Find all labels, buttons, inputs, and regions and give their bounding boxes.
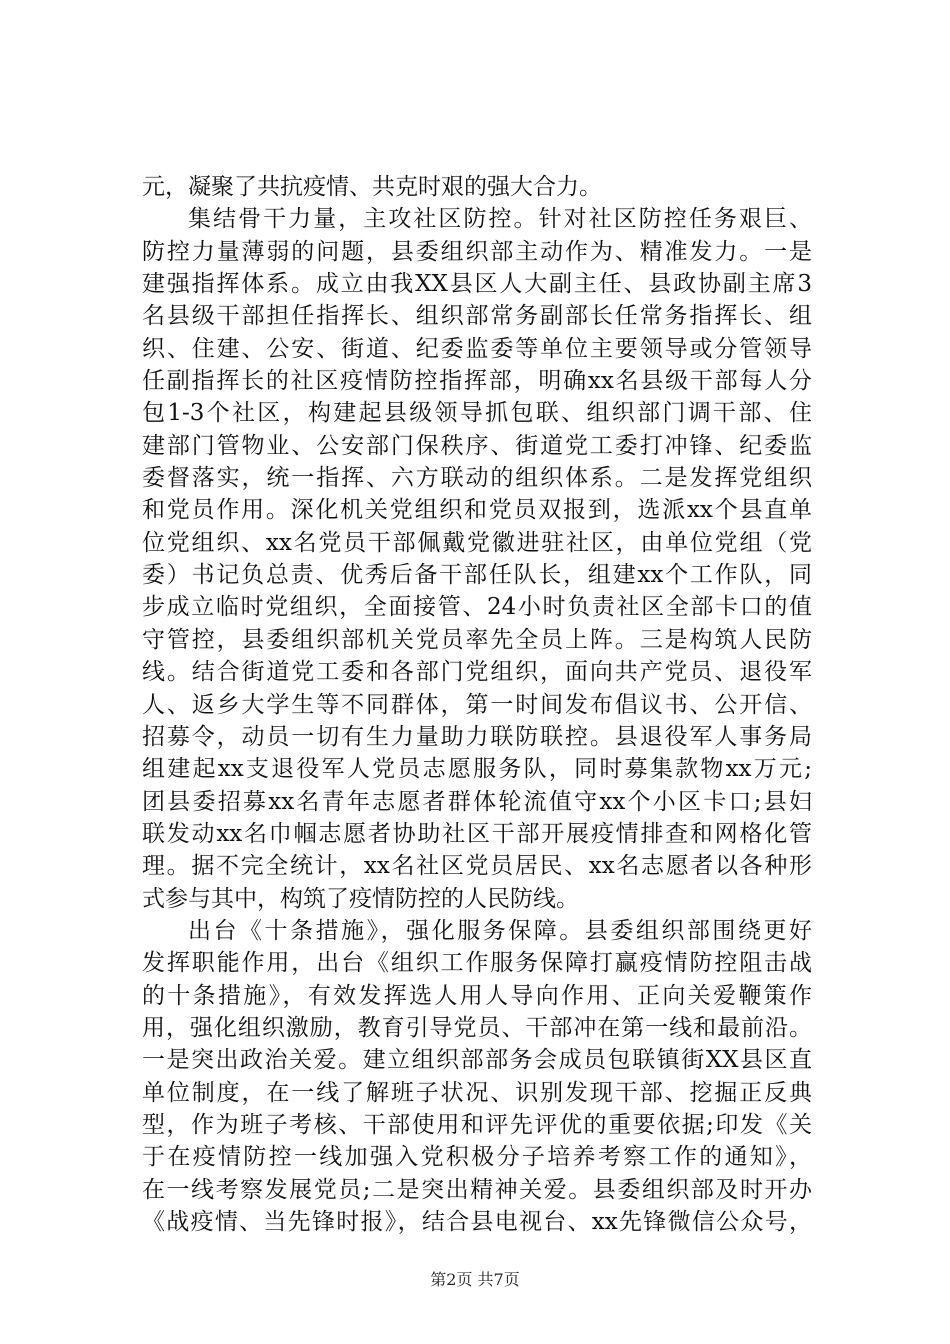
text-line: 线。结合街道党工委和各部门党组织，面向共产党员、退役军	[142, 659, 812, 686]
text-line: 单位制度，在一线了解班子状况、识别发现干部、挖掘正反典	[142, 1079, 812, 1106]
text-line: 元，凝聚了共抗疫情、共克时艰的强大合力。	[142, 174, 602, 200]
body-text	[142, 171, 812, 1238]
text-line: 名县级干部担任指挥长、组织部常务副部长任常务指挥长、组	[142, 303, 812, 330]
text-line: 一是突出政治关爱。建立组织部部务会成员包联镇街XX县区直	[142, 1047, 812, 1074]
text-line: 人、返乡大学生等不同群体，第一时间发布倡议书、公开信、	[142, 691, 812, 718]
text-line: 型，作为班子考核、干部使用和评先评优的重要依据;印发《关	[142, 1111, 812, 1138]
text-line: 委）书记负总责、优秀后备干部任队长，组建xx个工作队，同	[142, 562, 812, 589]
text-line: 防控力量薄弱的问题，县委组织部主动作为、精准发力。一是	[142, 238, 812, 265]
text-line: 集结骨干力量，主攻社区防控。针对社区防控任务艰巨、	[188, 206, 812, 233]
text-line: 的十条措施》，有效发挥选人用人导向作用、正向关爱鞭策作	[142, 982, 812, 1009]
text-line: 委督落实，统一指挥、六方联动的组织体系。二是发挥党组织	[142, 465, 812, 492]
text-line: 招募令，动员一切有生力量助力联防联控。县退役军人事务局	[142, 723, 812, 750]
text-line: 于在疫情防控一线加强入党积极分子培养考察工作的通知》，	[142, 1144, 812, 1171]
text-line: 《战疫情、当先锋时报》，结合县电视台、xx先锋微信公众号，	[142, 1209, 812, 1235]
text-line: 发挥职能作用，出台《组织工作服务保障打赢疫情防控阻击战	[142, 950, 812, 977]
text-line: 出台《十条措施》，强化服务保障。县委组织部围绕更好	[188, 917, 812, 944]
text-line: 组建起xx支退役军人党员志愿服务队，同时募集款物xx万元;	[142, 756, 812, 783]
page-number-footer: 第2页 共7页	[430, 1270, 520, 1289]
text-line: 团县委招募xx名青年志愿者群体轮流值守xx个小区卡口;县妇	[142, 788, 812, 815]
text-line: 任副指挥长的社区疫情防控指挥部，明确xx名县级干部每人分	[142, 368, 812, 395]
text-line: 联发动xx名巾帼志愿者协助社区干部开展疫情排查和网格化管	[142, 820, 812, 847]
text-line: 守管控，县委组织部机关党员率先全员上阵。三是构筑人民防	[142, 626, 812, 653]
text-line: 在一线考察发展党员;二是突出精神关爱。县委组织部及时开办	[142, 1176, 812, 1203]
text-line: 织、住建、公安、街道、纪委监委等单位主要领导或分管领导	[142, 335, 812, 362]
text-line: 式参与其中，构筑了疫情防控的人民防线。	[142, 885, 579, 912]
text-line: 建部门管物业、公安部门保秩序、街道党工委打冲锋、纪委监	[142, 432, 812, 459]
text-line: 用，强化组织激励，教育引导党员、干部冲在第一线和最前沿。	[142, 1014, 812, 1041]
text-line: 位党组织、xx名党员干部佩戴党徽进驻社区，由单位党组（党	[142, 529, 812, 556]
text-line: 理。据不完全统计，xx名社区党员居民、xx名志愿者以各种形	[142, 853, 812, 880]
text-line: 包1-3个社区，构建起县级领导抓包联、组织部门调干部、住	[142, 400, 812, 427]
text-line: 步成立临时党组织，全面接管、24小时负责社区全部卡口的值	[142, 594, 812, 621]
text-line: 建强指挥体系。成立由我XX县区人大副主任、县政协副主席3	[142, 271, 812, 298]
text-line: 和党员作用。深化机关党组织和党员双报到，选派xx个县直单	[142, 497, 812, 524]
